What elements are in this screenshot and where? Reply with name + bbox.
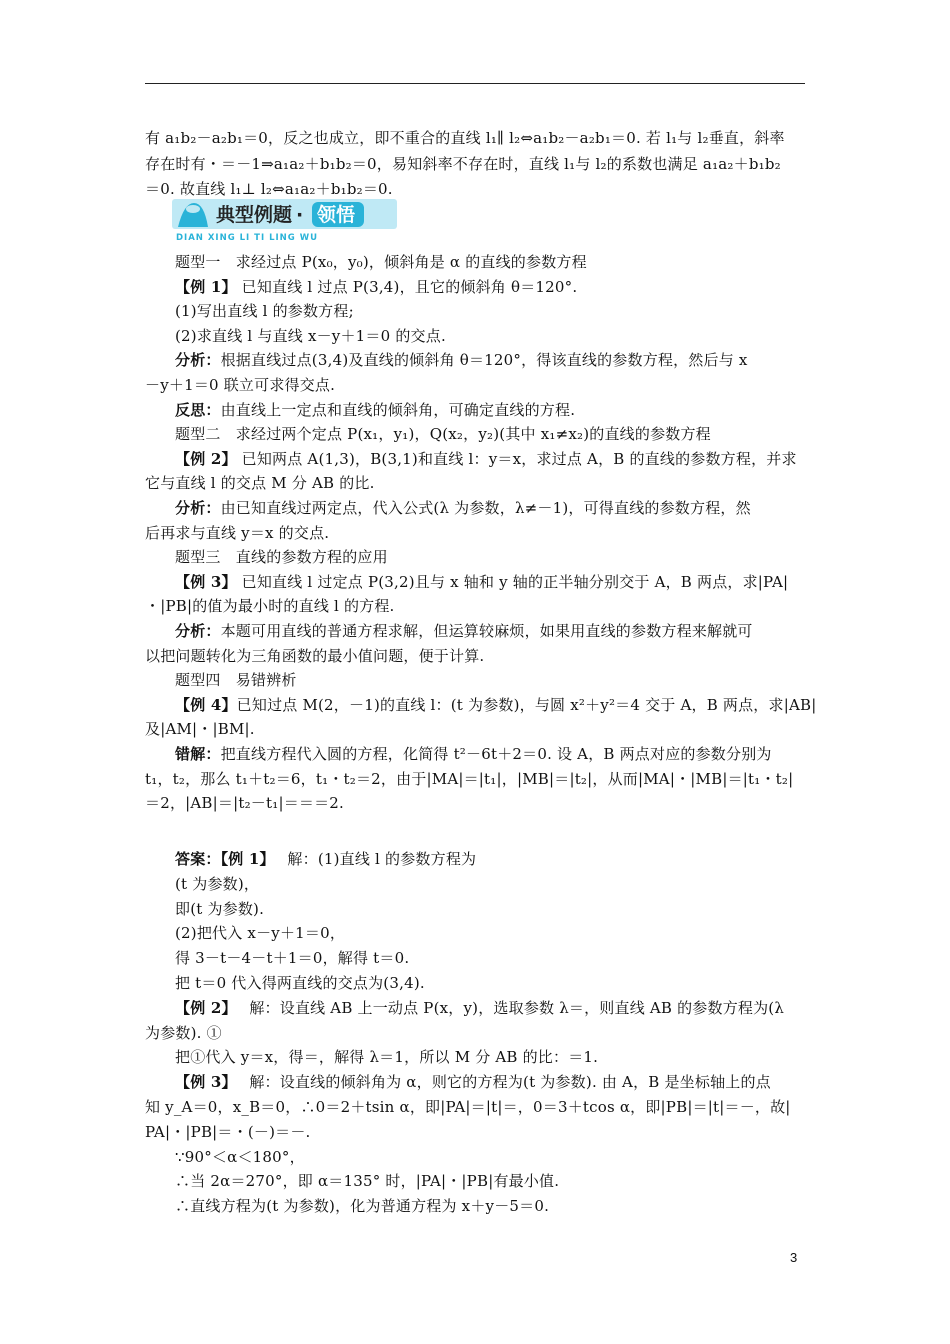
line-text: (2)求直线 l 与直线 x－y＋1＝0 的交点. [175,326,446,345]
text-line [175,670,810,690]
text-line [175,695,817,715]
line-label: 反思： [175,400,221,419]
line-text: 本题可用直线的普通方程求解，但运算较麻烦，如果用直线的参数方程来解就可 [220,622,753,640]
line-text: 题型二 求经过两个定点 P(x₁，y₁)，Q(x₂，y₂)(其中 x₁≠x₂)的直线的参数方程 [175,425,711,444]
line-text: t₁，t₂，那么 t₁＋t₂＝6，t₁・t₂＝2，由于|MA|＝|t₁|，|MB|＝|t₂|，从而|MA|・|MB|＝|t₁・t₂| [145,769,794,788]
text-line [175,252,810,272]
text-line [175,498,810,518]
text-line [175,621,810,641]
line-text: (t 为参数)， [175,874,260,893]
line-label: 【例 3】 [175,572,237,591]
banner-title-dot: · [296,204,304,226]
line-label: 答案：【例 1】 [175,850,268,868]
flame-highlight [186,205,200,213]
line-label: 分析： [175,351,221,370]
line-label: 【例 2】 [175,998,230,1017]
line-text: 已知两点 A(1,3)，B(3,1)和直线 l：y＝x，求过点 A，B 的直线的参数方程，并求 [236,449,797,468]
text-line [145,375,810,395]
line-label: 【例 4】 [175,695,237,714]
text-line [175,1072,810,1092]
line-text: PA|・|PB|＝・(－)＝－. [145,1122,311,1141]
text-line [145,646,810,666]
line-text: 解：设直线的倾斜角为 α，则它的方程为(t 为参数). 由 A，B 是坐标轴上的点 [229,1073,771,1092]
section-banner [172,197,397,243]
line-text: －y＋1＝0 联立可求得交点. [145,376,336,394]
line-text: 得 3－t－4－t＋1＝0，解得 t＝0. [175,949,410,968]
line-text: ・|PB|的值为最小时的直线 l 的方程. [145,597,395,616]
line-text: 根据直线过点(3,4)及直线的倾斜角 θ＝120°，得该直线的参数方程，然后与 x [220,351,748,370]
page-number: 3 [790,1250,798,1265]
text-line [175,874,810,894]
text-line [175,326,810,346]
text-line [145,793,810,813]
banner-title-main: 典型例题 [216,204,293,226]
text-line [145,596,810,616]
line-text: 解：设直线 AB 上一动点 P(x，y)，选取参数 λ＝，则直线 AB 的参数方程为(λ [229,998,785,1017]
line-text: 题型一 求经过点 P(x₀，y₀)，倾斜角是 α 的直线的参数方程 [175,253,587,271]
line-text: ∴直线方程为(t 为参数)，化为普通方程为 x＋y－5＝0. [175,1197,550,1216]
line-text: 以把问题转化为三角函数的最小值问题，便于计算. [145,646,485,665]
line-text: 后再求与直线 y＝x 的交点. [145,523,330,542]
text-line [145,719,810,739]
text-line [175,849,810,869]
line-text: 由已知直线过两定点，代入公式(λ 为参数，λ≠－1)，可得直线的参数方程，然 [220,499,751,517]
text-line [175,744,810,764]
line-text: 已知直线 l 过定点 P(3,2)且与 x 轴和 y 轴的正半轴分别交于 A，B 两点，求|PA| [236,572,789,591]
line-text: 由直线上一定点和直线的倾斜角，可确定直线的方程. [220,400,576,419]
line-label: 【例 3】 [175,1073,230,1092]
text-line [175,1147,810,1167]
text-line [175,923,810,943]
text-line [175,449,810,469]
text-line [145,1023,810,1043]
text-line [145,473,810,493]
text-line [175,547,810,567]
line-text: 题型四 易错辨析 [175,671,297,690]
text-line [145,1122,810,1142]
banner-title-accent: 领悟 [317,204,356,226]
line-text: 把 t＝0 代入得两直线的交点为(3,4). [175,974,425,992]
text-line [175,572,810,592]
line-label: 【例 1】 [175,277,237,296]
text-line [145,769,810,789]
header-rule [145,83,805,84]
line-text: 为参数). ① [145,1023,222,1042]
line-text: 已知过点 M(2，－1)的直线 l：(t 为参数)，与圆 x²＋y²＝4 交于 A，B 两点，求|AB| [236,695,817,714]
text-line [175,899,810,919]
line-text: 知 y_A＝0，x_B＝0，∴0＝2＋tsin α，即|PA|＝|t|＝，0＝3＋tcos α，即|PB|＝|t|＝－，故| [145,1098,791,1116]
banner-pinyin: DIAN XING LI TI LING WU [176,233,318,243]
text-line [175,948,810,968]
line-label: 分析： [175,499,221,517]
line-text: ∵90°＜α＜180°， [175,1147,305,1166]
text-line [175,1171,810,1191]
line-text: ＝2，|AB|＝|t₂－t₁|＝＝＝2. [145,794,345,813]
line-text: 把直线方程代入圆的方程，化简得 t²－6t＋2＝0. 设 A，B 两点对应的参数分别为 [220,745,772,763]
text-line [175,1196,810,1216]
line-text: 把①代入 y＝x，得＝，解得 λ＝1，所以 M 分 AB 的比：＝1. [175,1048,599,1067]
text-line [175,301,810,321]
text-line [175,400,810,420]
text-line [145,523,810,543]
intro-line: 有 a₁b₂－a₂b₁＝0，反之也成立，即不重合的直线 l₁∥ l₂⇔a₁b₂－a₂b₁＝0. 若 l₁与 l₂垂直，斜率 [145,129,785,147]
intro-line: 存在时有・＝－1⇒a₁a₂＋b₁b₂＝0，易知斜率不存在时，直线 l₁与 l₂的系数也满足 a₁a₂＋b₁b₂ [145,154,781,173]
line-label: 【例 2】 [175,449,237,468]
text-line [175,1047,810,1067]
line-text: 题型三 直线的参数方程的应用 [175,548,388,567]
intro-line: ＝0. 故直线 l₁⊥ l₂⇔a₁a₂＋b₁b₂＝0. [145,180,393,198]
text-line [175,973,810,993]
line-text: (2)把代入 x－y＋1＝0， [175,924,346,943]
text-line [175,424,810,444]
line-text: 解：(1)直线 l 的参数方程为 [267,850,477,868]
line-text: 已知直线 l 过点 P(3,4)，且它的倾斜角 θ＝120°. [236,277,578,296]
line-text: 及|AM|・|BM|. [145,720,255,739]
text-line [175,277,810,297]
line-label: 错解： [175,745,221,763]
line-label: 分析： [175,622,221,640]
line-text: 它与直线 l 的交点 M 分 AB 的比. [145,474,375,493]
line-text: 即(t 为参数). [175,899,265,918]
text-line [145,1097,810,1117]
line-text: (1)写出直线 l 的参数方程; [175,302,354,321]
text-line [175,998,810,1018]
line-text: ∴当 2α＝270°，即 α＝135° 时，|PA|・|PB|有最小值. [175,1172,560,1191]
text-line [175,350,810,370]
